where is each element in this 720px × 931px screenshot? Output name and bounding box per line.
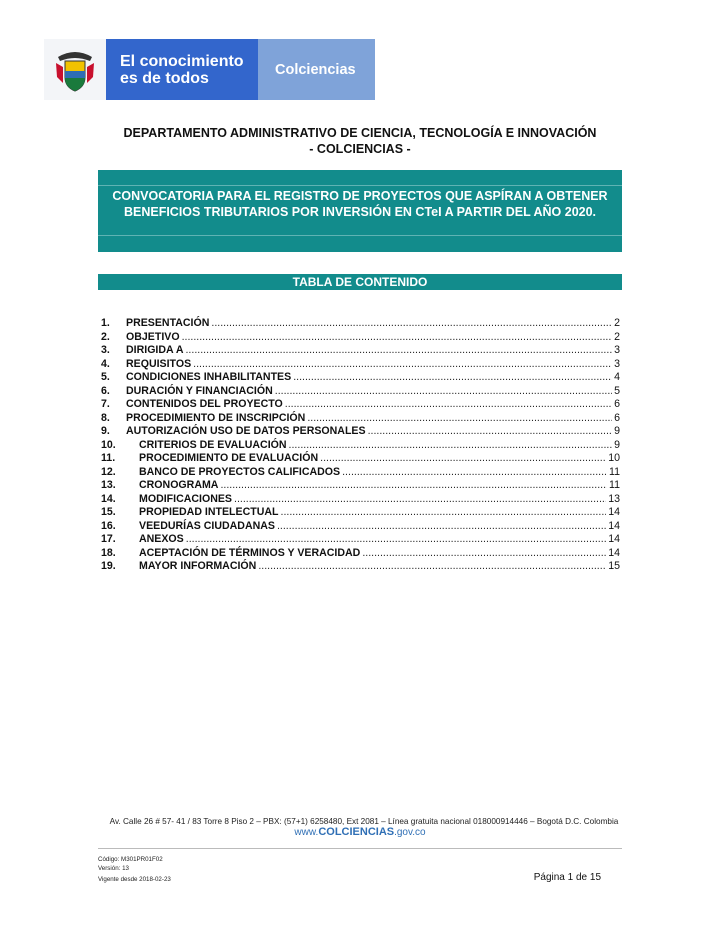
- toc-entry-title: MAYOR INFORMACIÓN: [139, 560, 257, 572]
- toc-entry[interactable]: [101, 398, 620, 412]
- announcement-top-stripe: [98, 170, 622, 186]
- toc-entry-title: ACEPTACIÓN DE TÉRMINOS Y VERACIDAD: [139, 546, 361, 559]
- toc-entry-title: CRONOGRAMA: [139, 479, 219, 491]
- page-number: Página 1 de 15: [533, 872, 601, 883]
- toc-entry[interactable]: [101, 466, 620, 480]
- toc-entry-leader: [368, 425, 613, 439]
- toc-entry-page: 2: [614, 317, 620, 329]
- toc-entry[interactable]: [101, 317, 620, 331]
- toc-entry-leader: [275, 385, 612, 399]
- toc-entry-page: 10: [608, 452, 620, 464]
- toc-entry-page: 14: [608, 506, 620, 518]
- toc-entry[interactable]: [101, 371, 620, 385]
- toc-entry-title: CONDICIONES INHABILITANTES: [126, 371, 292, 383]
- toc-entry-page: 9: [614, 438, 620, 451]
- toc-entry[interactable]: [101, 547, 620, 561]
- toc-entry[interactable]: [101, 385, 620, 399]
- toc-entry-leader: [342, 466, 607, 480]
- footer-address: Av. Calle 26 # 57- 41 / 83 Torre 8 Piso 2 – PBX: (57+1) 6258480, Ext 2081 – Línea gratuita nacional 018000914446 – Bogotá D.C. Colombia: [109, 817, 619, 826]
- toc-entry-number: 3.: [101, 344, 110, 356]
- toc-entry-leader: [185, 344, 612, 358]
- toc-entry-number: 9.: [101, 425, 110, 437]
- document-metadata: [98, 855, 171, 884]
- toc-entry-number: 14.: [101, 492, 116, 505]
- announcement-box: [98, 170, 622, 252]
- document-code: Código: M301PR01F02: [98, 856, 163, 863]
- toc-entry-leader: [285, 398, 612, 412]
- toc-entry-number: 10.: [101, 438, 116, 451]
- toc-entry-leader: [193, 358, 612, 372]
- toc-entry-page: 15: [608, 560, 620, 572]
- toc-entry[interactable]: [101, 358, 620, 372]
- toc-entry[interactable]: [101, 520, 620, 534]
- document-effective-date: Vigente desde 2018-02-23: [98, 876, 171, 883]
- coat-of-arms-icon: [44, 39, 106, 100]
- toc-entry-number: 6.: [101, 384, 110, 397]
- toc-entry-leader: [307, 412, 612, 426]
- toc-entry-title: MODIFICACIONES: [139, 492, 232, 505]
- toc-entry-number: 2.: [101, 330, 110, 343]
- toc-entry-page: 3: [614, 344, 620, 356]
- toc-entry-leader: [182, 331, 613, 345]
- toc-entry[interactable]: [101, 425, 620, 439]
- table-of-contents: [101, 317, 620, 574]
- department-name: DEPARTAMENTO ADMINISTRATIVO DE CIENCIA, TECNOLOGÍA E INNOVACIÓN: [123, 126, 597, 140]
- toc-entry-leader: [220, 479, 607, 493]
- department-short: - COLCIENCIAS -: [309, 142, 411, 156]
- toc-entry-page: 6: [614, 411, 620, 424]
- toc-entry-number: 15.: [101, 506, 116, 518]
- department-heading: [98, 125, 622, 157]
- logo-slogan-line2: es de todos: [120, 69, 209, 87]
- toc-entry-leader: [234, 493, 606, 507]
- toc-entry-title: DURACIÓN Y FINANCIACIÓN: [126, 384, 273, 397]
- logo-slogan: [106, 39, 258, 100]
- toc-entry-page: 3: [614, 357, 620, 370]
- toc-entry[interactable]: [101, 452, 620, 466]
- toc-entry-number: 1.: [101, 317, 110, 329]
- toc-entry-title: REQUISITOS: [126, 357, 192, 370]
- toc-entry-title: DIRIGIDA A: [126, 344, 184, 356]
- toc-entry-number: 7.: [101, 398, 110, 410]
- toc-entry-page: 11: [609, 479, 620, 491]
- toc-entry-page: 5: [614, 384, 620, 397]
- toc-entry-title: BANCO DE PROYECTOS CALIFICADOS: [139, 465, 341, 478]
- toc-entry[interactable]: [101, 439, 620, 453]
- toc-entry-number: 18.: [101, 546, 116, 559]
- toc-entry-title: ANEXOS: [139, 533, 184, 545]
- toc-entry-title: PROCEDIMIENTO DE EVALUACIÓN: [139, 452, 319, 464]
- toc-entry-number: 17.: [101, 533, 116, 545]
- toc-entry-title: OBJETIVO: [126, 330, 180, 343]
- toc-entry-leader: [293, 371, 612, 385]
- footer-website-name: COLCIENCIAS: [318, 826, 395, 838]
- toc-entry-title: CRITERIOS DE EVALUACIÓN: [139, 438, 287, 451]
- toc-entry[interactable]: [101, 506, 620, 520]
- toc-entry-number: 13.: [101, 479, 116, 491]
- toc-entry[interactable]: [101, 493, 620, 507]
- header-logo: [44, 39, 375, 100]
- toc-entry-number: 8.: [101, 411, 110, 424]
- toc-entry-leader: [211, 317, 612, 331]
- footer-website-prefix: www.: [294, 827, 319, 838]
- toc-entry-number: 19.: [101, 560, 116, 572]
- toc-entry-number: 12.: [101, 465, 116, 478]
- toc-entry[interactable]: [101, 560, 620, 574]
- announcement-title: CONVOCATORIA PARA EL REGISTRO DE PROYECTOS QUE ASPÍRAN A OBTENER BENEFICIOS TRIBUTARIOS POR INVERSIÓN EN CTeI A PARTIR DEL AÑO 2020.: [98, 186, 622, 236]
- toc-entry-number: 4.: [101, 357, 110, 370]
- toc-entry-page: 11: [609, 465, 620, 478]
- footer-website-suffix: .gov.co: [394, 827, 426, 838]
- toc-entry-title: AUTORIZACIÓN USO DE DATOS PERSONALES: [126, 425, 366, 437]
- toc-heading: TABLA DE CONTENIDO: [98, 274, 622, 290]
- toc-entry-title: VEEDURÍAS CIUDADANAS: [139, 519, 275, 532]
- footer-divider: [98, 848, 622, 849]
- document-version: Versión: 13: [98, 865, 129, 872]
- toc-entry[interactable]: [101, 331, 620, 345]
- footer-website[interactable]: [98, 826, 622, 838]
- toc-entry-title: CONTENIDOS DEL PROYECTO: [126, 398, 283, 410]
- toc-entry[interactable]: [101, 412, 620, 426]
- logo-brand: Colciencias: [258, 39, 375, 100]
- toc-entry[interactable]: [101, 344, 620, 358]
- toc-entry-title: PROCEDIMIENTO DE INSCRIPCIÓN: [126, 411, 306, 424]
- toc-entry[interactable]: [101, 479, 620, 493]
- toc-entry-title: PROPIEDAD INTELECTUAL: [139, 506, 279, 518]
- toc-entry-leader: [362, 547, 606, 561]
- toc-entry-page: 13: [608, 492, 620, 505]
- toc-entry-page: 4: [614, 371, 620, 383]
- toc-entry-page: 14: [608, 533, 620, 545]
- logo-slogan-line1: El conocimiento: [120, 52, 244, 70]
- toc-entry[interactable]: [101, 533, 620, 547]
- toc-entry-leader: [289, 439, 613, 453]
- toc-entry-leader: [320, 452, 606, 466]
- toc-entry-number: 5.: [101, 371, 110, 383]
- toc-entry-title: PRESENTACIÓN: [126, 317, 210, 329]
- toc-entry-number: 16.: [101, 519, 116, 532]
- toc-entry-number: 11.: [101, 452, 116, 464]
- toc-entry-page: 14: [608, 546, 620, 559]
- toc-entry-page: 9: [614, 425, 620, 437]
- toc-entry-page: 6: [614, 398, 620, 410]
- toc-entry-leader: [277, 520, 606, 534]
- toc-entry-page: 2: [614, 330, 620, 343]
- toc-entry-leader: [281, 506, 607, 520]
- toc-entry-leader: [186, 533, 606, 547]
- toc-entry-page: 14: [608, 519, 620, 532]
- toc-entry-leader: [258, 560, 606, 574]
